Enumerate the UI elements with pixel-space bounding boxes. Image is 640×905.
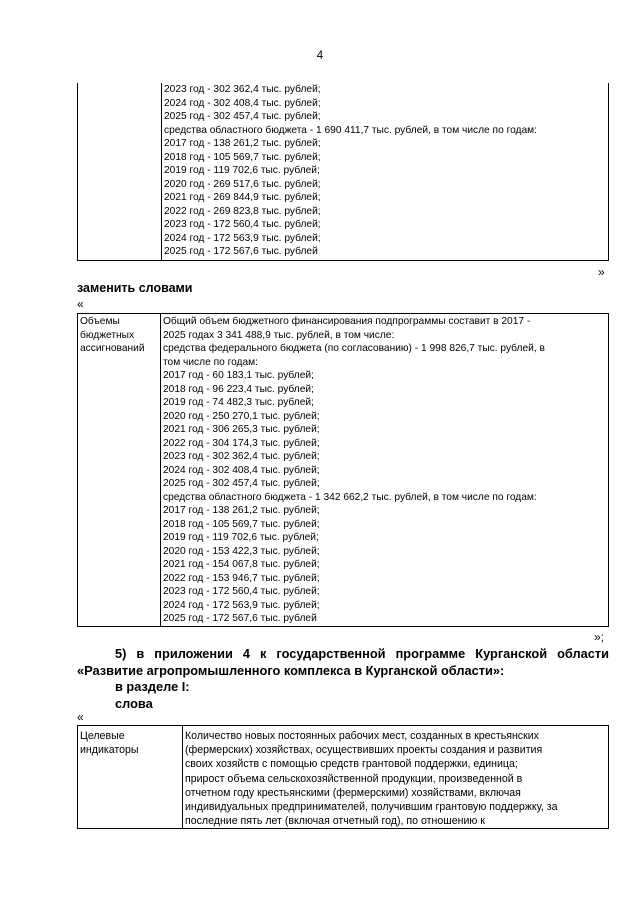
table-line: 2022 год - 153 946,7 тыс. рублей; <box>163 572 320 584</box>
table-line: 2017 год - 138 261,2 тыс. рублей; <box>163 505 320 516</box>
table-line: отчетном году крестьянскими (фермерскими) хозяйствами, включая <box>185 786 521 799</box>
opening-quote: « <box>77 297 84 311</box>
table-line: 2019 год - 119 702,6 тыс. рублей; <box>163 532 319 543</box>
table-label-cell <box>78 314 161 627</box>
table-content-lines <box>162 83 608 259</box>
paragraph-line: слова <box>115 695 153 711</box>
paragraph-line: в разделе I: <box>115 679 190 694</box>
table-label-line: индикаторы <box>80 744 139 757</box>
table-line: 2024 год - 172 563,9 тыс. рублей; <box>163 599 320 611</box>
table-line: Количество новых постоянных рабочих мест, созданных в крестьянских <box>185 730 539 742</box>
table-line: 2019 год - 119 702,6 тыс. рублей; <box>164 165 320 176</box>
table-content-lines <box>161 314 608 626</box>
table-line: 2023 год - 172 560,4 тыс. рублей; <box>164 219 321 230</box>
table-line: 2025 год - 172 567,6 тыс. рублей <box>164 246 318 257</box>
table-label-cell-empty <box>78 83 162 261</box>
table-line: 2025 год - 172 567,6 тыс. рублей <box>163 613 317 624</box>
table-content-cell <box>162 83 609 261</box>
table-line: последние пять лет (включая отчетный год), по отношению к <box>185 815 485 828</box>
table-content-cell <box>183 726 609 829</box>
table-label-line: ассигнований <box>80 343 145 354</box>
table-line: 2023 год - 172 560,4 тыс. рублей; <box>163 586 320 597</box>
table-line: 2018 год - 105 569,7 тыс. рублей; <box>163 518 320 530</box>
table-line: 2025 год - 302 457,4 тыс. рублей; <box>163 478 320 489</box>
table-line: 2020 год - 269 517,6 тыс. рублей; <box>164 178 321 190</box>
table-line: (фермерских) хозяйствах, осуществивших проекты создания и развития <box>185 744 543 757</box>
table-line: 2018 год - 96 223,4 тыс. рублей; <box>163 383 314 395</box>
budget-table-old-continuation <box>77 83 609 261</box>
paragraph-line: 5) в приложении 4 к государственной программе Курганской области <box>115 646 609 661</box>
table-line: 2021 год - 269 844,9 тыс. рублей; <box>164 192 321 203</box>
table-line: 2023 год - 302 362,4 тыс. рублей; <box>163 451 320 462</box>
table-line: 2024 год - 302 408,4 тыс. рублей; <box>163 464 320 476</box>
table-line: средства областного бюджета - 1 342 662,2 тыс. рублей, в том числе по годам: <box>163 491 537 503</box>
table-line: том числе по годам: <box>163 356 258 368</box>
closing-quote-semicolon: »; <box>594 630 605 644</box>
table-line: 2020 год - 153 422,3 тыс. рублей; <box>163 545 320 557</box>
table-line: 2017 год - 60 183,1 тыс. рублей; <box>163 370 314 381</box>
table-content-cell <box>161 314 609 627</box>
table-line: средства федерального бюджета (по согласованию) - 1 998 826,7 тыс. рублей, в <box>163 343 545 354</box>
table-label-line: Объемы <box>80 316 120 327</box>
table-content-lines <box>183 726 608 828</box>
table-line: своих хозяйств с помощью средств грантовой поддержки, единица; <box>185 758 518 771</box>
table-line: Общий объем бюджетного финансирования подпрограммы составит в 2017 - <box>163 316 531 327</box>
table-line: прирост объема сельскохозяйственной продукции, произведенной в <box>185 772 523 785</box>
paragraph-line: «Развитие агропромышленного комплекса в Курганской области»: <box>77 662 505 678</box>
target-indicators-table <box>77 725 609 829</box>
table-line: 2017 год - 138 261,2 тыс. рублей; <box>164 138 321 149</box>
opening-quote: « <box>77 710 84 724</box>
table-line: индивидуальных предпринимателей, получившим грантовую поддержку, за <box>185 801 558 814</box>
table-line: 2025 год - 302 457,4 тыс. рублей; <box>164 111 321 122</box>
table-line: 2019 год - 74 482,3 тыс. рублей; <box>163 397 314 408</box>
table-line: 2022 год - 304 174,3 тыс. рублей; <box>163 437 320 449</box>
amendment-paragraph <box>77 646 609 712</box>
table-line: 2024 год - 172 563,9 тыс. рублей; <box>164 232 321 244</box>
table-line: 2020 год - 250 270,1 тыс. рублей; <box>163 410 320 422</box>
replace-with-words-label: заменить словами <box>77 281 193 295</box>
budget-table-new <box>77 313 609 627</box>
table-line: 2024 год - 302 408,4 тыс. рублей; <box>164 97 321 109</box>
table-label-cell <box>78 726 183 829</box>
table-label-line: бюджетных <box>80 329 135 341</box>
table-line: 2021 год - 306 265,3 тыс. рублей; <box>163 424 320 435</box>
table-line: 2022 год - 269 823,8 тыс. рублей; <box>164 205 321 217</box>
table-label-line: Целевые <box>80 730 125 742</box>
table-line: 2021 год - 154 067,8 тыс. рублей; <box>163 559 320 570</box>
table-line: 2018 год - 105 569,7 тыс. рублей; <box>164 151 321 163</box>
table-line: 2025 годах 3 341 488,9 тыс. рублей, в том числе: <box>163 329 395 341</box>
table-line: средства областного бюджета - 1 690 411,7 тыс. рублей, в том числе по годам: <box>164 124 537 136</box>
page-number: 4 <box>316 50 324 62</box>
table-line: 2023 год - 302 362,4 тыс. рублей; <box>164 84 321 95</box>
closing-quote: » <box>598 265 605 279</box>
